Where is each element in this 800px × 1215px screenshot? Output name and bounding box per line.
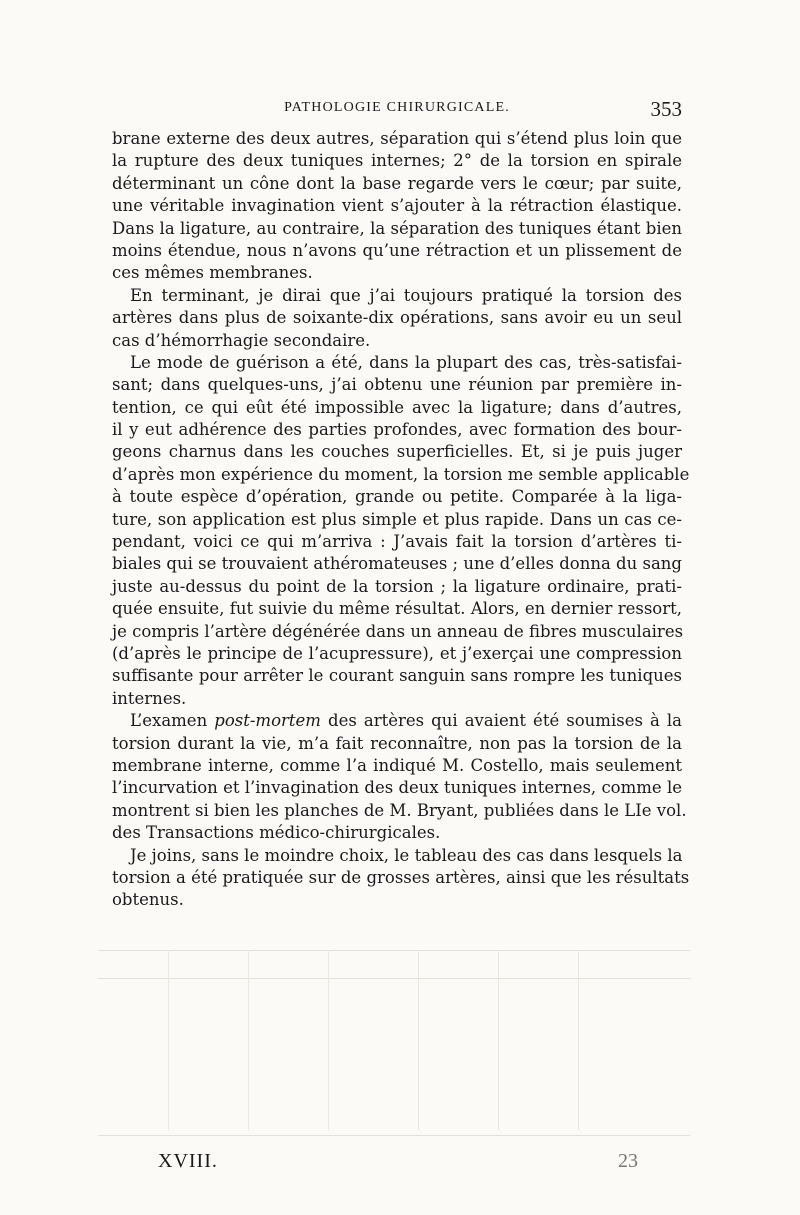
text-line: geons charnus dans les couches superficielles. Et, si je puis juger <box>112 442 682 462</box>
running-head <box>112 97 682 123</box>
text-line: brane externe des deux autres, séparation qui s’étend plus loin que <box>112 129 682 148</box>
text-line: l’incurvation et l’invagination des deux tuniques internes, comme le <box>112 778 682 798</box>
text-line: à toute espèce d’opération, grande ou petite. Comparée à la liga- <box>112 487 682 507</box>
text-line: pendant, voici ce qui m’arriva : J’avais fait la torsion d’artères ti- <box>112 532 682 552</box>
text-line: d’après mon expérience du moment, la torsion me semble applicable <box>112 464 690 484</box>
text-line: membrane interne, comme l’a indiqué M. Costello, mais seulement <box>112 755 682 775</box>
text-line: Dans la ligature, au contraire, la séparation des tuniques étant bien <box>112 218 682 238</box>
signature-mark: XVIII. <box>158 1150 218 1172</box>
text-line: torsion a été pratiquée sur de grosses artères, ainsi que les résultats <box>112 867 690 887</box>
text-line: ces mêmes membranes. <box>112 263 313 283</box>
text-line: artères dans plus de soixante-dix opérations, sans avoir eu un seul <box>112 308 682 328</box>
text-line: la rupture des deux tuniques internes; 2° de la torsion en spirale <box>112 151 682 171</box>
text-line: quée ensuite, fut suivie du même résultat. Alors, en dernier ressort, <box>112 599 682 619</box>
text-line: je compris l’artère dégénérée dans un anneau de fibres musculaires <box>112 621 684 641</box>
text-line: cas d’hémorrhagie secondaire. <box>112 330 371 350</box>
text-line: sant; dans quelques-uns, j’ai obtenu une réunion par première in- <box>112 375 682 395</box>
text-line: En terminant, je dirai que j’ai toujours pratiqué la torsion des <box>130 285 682 305</box>
text-line: il y eut adhérence des parties profondes, avec formation des bour- <box>112 420 682 440</box>
text-line: biales qui se trouvaient athéromateuses ; une d’elles donna du sang <box>112 554 682 574</box>
text-line: Je joins, sans le moindre choix, le tableau des cas dans lesquels la <box>130 845 683 865</box>
running-head-title: PATHOLOGIE CHIRURGICALE. <box>284 100 510 115</box>
sheet-number: 23 <box>618 1150 638 1172</box>
text-line: Le mode de guérison a été, dans la plupart des cas, très-satisfai- <box>130 352 682 372</box>
show-through-table-ghost <box>98 930 690 1140</box>
text-line: obtenus. <box>112 890 184 910</box>
text-line: déterminant un cône dont la base regarde vers le cœur; par suite, <box>112 173 682 193</box>
text-line: montrent si bien les planches de M. Bryant, publiées dans le LIe vol. <box>112 800 687 820</box>
text-line: tention, ce qui eût été impossible avec la ligature; dans d’autres, <box>112 397 682 417</box>
text-line: torsion durant la vie, m’a fait reconnaître, non pas la torsion de la <box>112 733 682 753</box>
page-number: 353 <box>650 97 682 121</box>
text-line: des Transactions médico-chirurgicales. <box>112 823 441 843</box>
body-text <box>112 128 690 912</box>
text-line: ture, son application est plus simple et plus rapide. Dans un cas ce- <box>112 509 682 529</box>
text-line: une véritable invagination vient s’ajouter à la rétraction élastique. <box>112 196 682 216</box>
italic-term: post-mortem <box>214 711 321 731</box>
text-line: L’examen post-mortem des artères qui avaient été soumises à la <box>130 711 682 731</box>
text-line: internes. <box>112 688 187 708</box>
text-line: juste au-dessus du point de la torsion ; la ligature ordinaire, prati- <box>112 576 682 596</box>
text-line: suffisante pour arrêter le courant sanguin sans rompre les tuniques <box>112 666 682 686</box>
text-line: moins étendue, nous n’avons qu’une rétraction et un plissement de <box>112 240 682 260</box>
text-line: (d’après le principe de l’acupressure), et j’exerçai une compression <box>112 643 682 663</box>
